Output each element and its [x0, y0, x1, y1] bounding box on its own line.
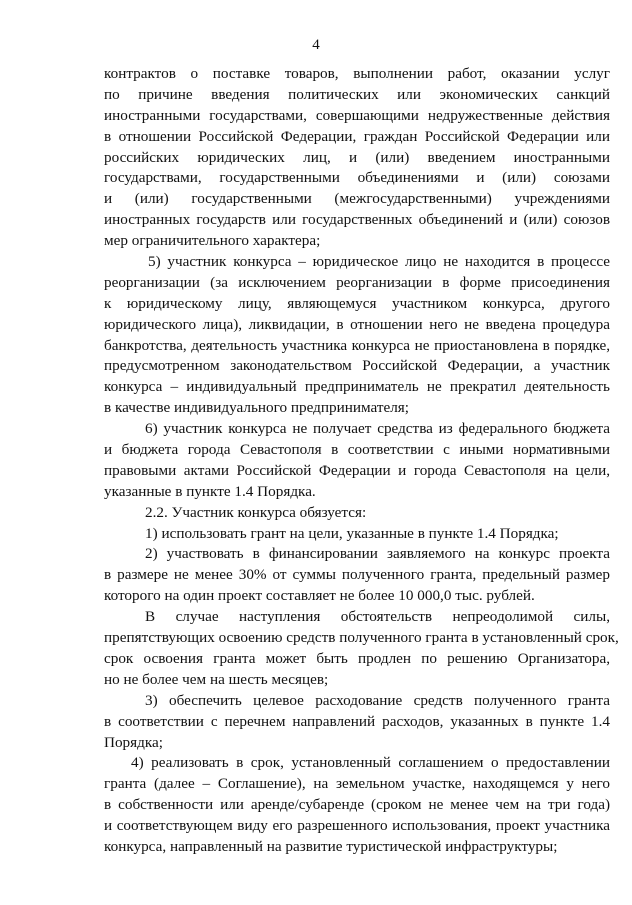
- paragraph: [104, 64, 610, 252]
- text-line: срок освоения гранта может быть продлен по решению Организатора,: [104, 649, 610, 667]
- text-line: к юридическому лицу, являющемуся участником конкурса, другого: [104, 294, 610, 312]
- text-line: и бюджета города Севастополя в соответствии с иными нормативными: [104, 441, 610, 459]
- page-number: 4: [312, 37, 320, 53]
- text-line: 6) участник конкурса не получает средства из федерального бюджета: [145, 420, 610, 438]
- text-line: в собственности или аренде/субаренде (сроком не менее чем на три года): [104, 796, 610, 814]
- text-line: которого на один проект составляет не более 10 000,0 тыс. рублей.: [104, 587, 535, 605]
- text-line: мер ограничительного характера;: [104, 232, 321, 250]
- paragraph: [104, 607, 619, 691]
- paragraph: [104, 252, 610, 419]
- text-line: иностранными государствами, совершающими недружественные действия: [104, 106, 610, 124]
- text-line: по причине введения политических или экономических санкций: [104, 85, 610, 103]
- text-line: в размере не менее 30% от суммы полученного гранта, предельный размер: [104, 566, 610, 584]
- text-line: государствами, государственными объединениями и (или) союзами: [104, 169, 610, 187]
- text-line: в соответствии с перечнем направлений расходов, указанных в пункте 1.4: [104, 712, 610, 730]
- text-line: и (или) государственными (межгосударственными) учреждениями: [104, 190, 610, 208]
- text-line: и соответствующем виду его разрешенного использования, проект участника: [104, 817, 610, 835]
- paragraph: [104, 503, 610, 524]
- text-line: банкротства, деятельность участника конкурса не приостановлена в порядке,: [104, 336, 610, 354]
- text-line: конкурса – индивидуальный предприниматель не прекратил деятельность: [104, 378, 610, 396]
- text-line: 2) участвовать в финансировании заявляемого на конкурс проекта: [145, 545, 610, 563]
- paragraph: [104, 691, 610, 754]
- text-line: 5) участник конкурса – юридическое лицо не находится в процессе: [148, 253, 610, 271]
- paragraph: [104, 544, 610, 607]
- text-line: Порядка;: [104, 733, 163, 751]
- paragraph: [104, 524, 610, 545]
- text-line: 1) использовать грант на цели, указанные в пункте 1.4 Порядка;: [145, 524, 559, 542]
- paragraph: [104, 419, 610, 503]
- text-line: препятствующих освоению средств полученного гранта в установленный срок,: [104, 629, 619, 647]
- text-line: конкурса, направленный на развитие туристической инфраструктуры;: [104, 837, 558, 855]
- text-line: российских юридических лиц, и (или) введением иностранными: [104, 148, 610, 166]
- paragraph: [104, 753, 610, 857]
- text-line: но не более чем на шесть месяцев;: [104, 670, 329, 688]
- text-line: предусмотренном законодательством Российской Федерации, а участник: [104, 357, 610, 375]
- text-line: реорганизации (за исключением реорганизации в форме присоединения: [104, 273, 610, 291]
- text-line: иностранных государств или государственных объединений и (или) союзов: [104, 211, 610, 229]
- text-line: в качестве индивидуального предпринимателя;: [104, 399, 409, 417]
- text-line: 4) реализовать в срок, установленный соглашением о предоставлении: [131, 754, 610, 772]
- text-line: В случае наступления обстоятельств непреодолимой силы,: [145, 608, 610, 626]
- text-line: 3) обеспечить целевое расходование средств полученного гранта: [145, 691, 610, 709]
- text-line: 2.2. Участник конкурса обязуется:: [145, 503, 367, 521]
- text-line: в отношении Российской Федерации, граждан Российской Федерации или: [104, 127, 610, 145]
- document-body: [104, 64, 619, 858]
- text-line: юридического лица), ликвидации, в отношении него не введена процедура: [104, 315, 610, 333]
- text-line: указанные в пункте 1.4 Порядка.: [104, 482, 316, 500]
- text-line: гранта (далее – Соглашение), на земельном участке, находящемся у него: [104, 775, 610, 793]
- text-line: правовыми актами Российской Федерации и города Севастополя на цели,: [104, 461, 610, 479]
- text-line: контрактов о поставке товаров, выполнении работ, оказании услуг: [104, 65, 610, 82]
